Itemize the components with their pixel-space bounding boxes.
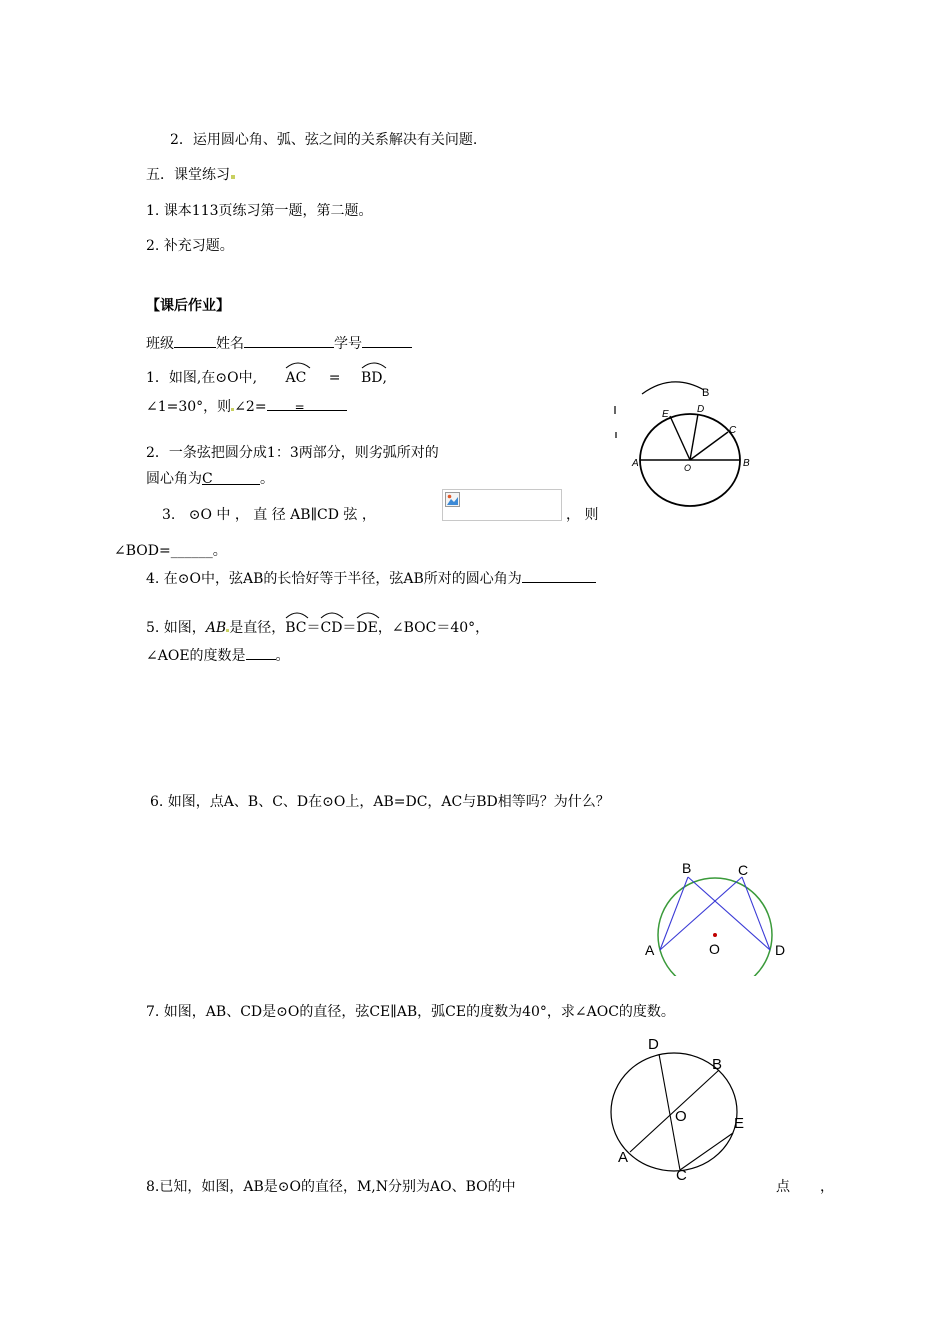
yellow-mark (231, 175, 235, 179)
label-o: O (675, 1108, 687, 1125)
answer-blank[interactable]: C (202, 470, 260, 485)
class-label: 班级 (146, 336, 174, 352)
q2-line2: 圆心角为C 。 (146, 471, 274, 487)
q8-tail1: 点 (776, 1179, 790, 1195)
q3-line2: ∠BOD=______。 (114, 543, 227, 559)
label-a: A (645, 942, 655, 958)
broken-image-placeholder (442, 489, 562, 521)
arc-symbol (285, 359, 311, 369)
figure7-circle-diagram (606, 1032, 766, 1184)
main-circle (658, 878, 772, 976)
label-a: A (632, 458, 639, 469)
label-o: O (709, 941, 720, 957)
arc-bd: BD (360, 370, 383, 386)
label-b-top: B (702, 387, 710, 399)
name-label: 姓名 (216, 336, 244, 352)
student-info-line (146, 333, 412, 353)
answer-blank[interactable] (522, 568, 596, 583)
q8: 8.已知，如图，AB是⊙O的直径，M,N分别为AO、BO的中 (146, 1179, 516, 1195)
q5-line1: 5. 如图，AB 是直径， BC＝ CD＝ DE，∠BOC＝40°， (146, 619, 489, 637)
figure1-circle-diagram (612, 378, 762, 510)
q1-line1: 1．如图,在⊙O中, AC = BD, (146, 369, 387, 387)
radius-oe (670, 416, 690, 460)
q6: 6. 如图，点A、B、C、D在⊙O上，AB=DC，AC与BD相等吗？为什么？ (150, 794, 610, 810)
arc-symbol (285, 609, 309, 619)
label-b: B (682, 860, 692, 876)
label-c: C (676, 1167, 687, 1184)
id-label: 学号 (334, 336, 362, 352)
arc-symbol (320, 609, 344, 619)
arc-ac: AC (285, 370, 307, 386)
class-blank[interactable] (174, 333, 216, 348)
label-d: D (648, 1036, 659, 1053)
q8-tail2: ， (820, 1179, 834, 1195)
section5-title: 五．课堂练习 (146, 166, 235, 184)
arc-cd: CD (320, 620, 343, 636)
q4: 4. 在⊙O中，弦AB的长恰好等于半径，弦AB所对的圆心角为 (146, 568, 596, 588)
arc-symbol (356, 609, 380, 619)
answer-blank[interactable] (246, 645, 276, 660)
radius-oc (690, 432, 728, 460)
label-d: D (775, 942, 786, 958)
q5-line2: ∠AOE的度数是 。 (146, 645, 290, 665)
figure6-circle-diagram (640, 856, 790, 976)
name-blank[interactable] (244, 333, 334, 348)
arc-bc: BC (285, 620, 307, 636)
q1-line2: ∠1=30°，则 ∠2= = (146, 396, 347, 416)
arc-de: DE (356, 620, 378, 636)
chord-ab (660, 877, 688, 950)
q3-line1: 3. ⊙O 中 ， 直 径 AB∥CD 弦 ， (162, 507, 376, 523)
answer-blank[interactable]: = (267, 396, 347, 411)
label-c: C (729, 425, 737, 436)
homework-title: 【课后作业】 (146, 298, 230, 314)
center-dot (713, 933, 717, 937)
chord-ce (680, 1133, 733, 1170)
section4-item2: 2．运用圆心角、弧、弦之间的关系解决有关问题. (170, 132, 478, 148)
arc-symbol (361, 359, 387, 369)
section5-item1: 1. 课本113页练习第一题，第二题。 (146, 203, 373, 219)
label-e: E (734, 1115, 745, 1132)
label-c: C (738, 862, 749, 878)
q2-line1: 2．一条弦把圆分成1：3两部分，则劣弧所对的 (146, 445, 439, 461)
arc-over-figure (642, 382, 704, 394)
label-e: E (662, 409, 669, 420)
label-b: B (743, 458, 750, 469)
radius-od (690, 414, 698, 460)
q3-tail: ， 则 (566, 507, 599, 523)
id-blank[interactable] (362, 333, 412, 348)
chord-cd (742, 877, 770, 950)
label-b: B (712, 1056, 723, 1073)
section5-item2: 2. 补充习题。 (146, 238, 234, 254)
label-a: A (618, 1149, 629, 1166)
q7: 7. 如图，AB、CD是⊙O的直径，弦CE∥AB，弧CE的度数为40°，求∠AOC的度数。 (146, 1004, 675, 1020)
label-d: D (697, 404, 705, 415)
broken-image-icon (445, 492, 461, 508)
label-o: O (684, 463, 692, 473)
